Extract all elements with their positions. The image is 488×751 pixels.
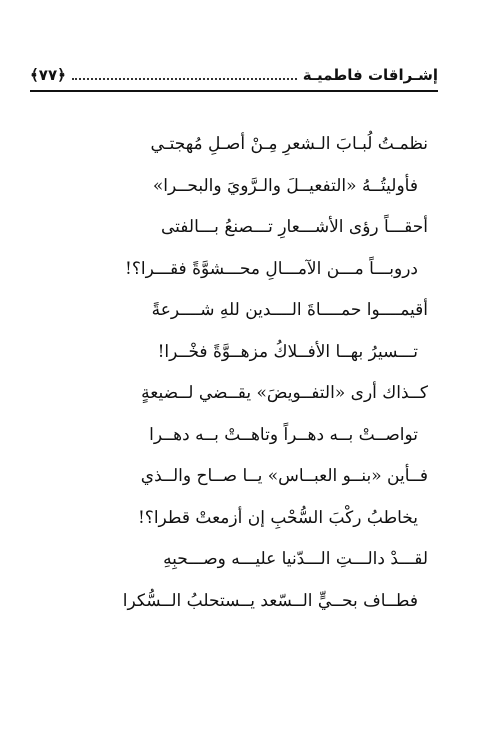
verse-line-2: فأوليتُــهُ «التفعيــلَ والـرَّويَ والبحــرا» (152, 175, 418, 196)
verse-line-12: فطــاف بحــيٍّ الــسّعد يــستحلبُ الــسُّكرا (122, 590, 418, 611)
verse-line-4: دروبـــاً مـــن الآمـــالِ محـــشوَّةً فقـــرا؟! (125, 258, 418, 279)
verse-line-5: أقيمــــوا حمــــاةَ الــــدين للهِ شــــرعةً (151, 300, 428, 320)
book-title: إشـراقات فاطميـة (302, 66, 438, 84)
verse-line-7: كــذاك أرى «التفــويضَ» يقــضي لــضيعةٍ (141, 383, 428, 403)
verse-line-6: تـــسيرُ بهــا الأفــلاكُ مزهــوَّةً فخْــرا! (157, 341, 418, 362)
verse-line-9: فــأين «بنــو العبــاس» يــا صــاح والــذي (140, 466, 428, 486)
verse-line-11: لقـــدْ دالـــتِ الـــدّنيا عليـــه وصـــحبِهِ (163, 549, 428, 569)
verse-line-10: يخاطبُ ركْبَ السُّحْبِ إن أزمعتْ قطرا؟! (137, 507, 418, 528)
verse-line-1: نظمـتُ لُبـابَ الـشعرِ مِـنْ أصـلِ مُهجتـي (150, 134, 428, 154)
verse-line-3: أحقـــاً رؤى الأشـــعارِ تـــصنعُ بـــالفتى (160, 217, 428, 237)
running-header (30, 60, 438, 92)
header-dot-leader (72, 78, 297, 80)
poem-body (48, 124, 428, 622)
page-number: ﴿٧٧﴾ (30, 66, 66, 84)
verse-line-8: تواصــتْ بــه دهــراً وتاهــتْ بــه دهــرا (149, 424, 418, 445)
